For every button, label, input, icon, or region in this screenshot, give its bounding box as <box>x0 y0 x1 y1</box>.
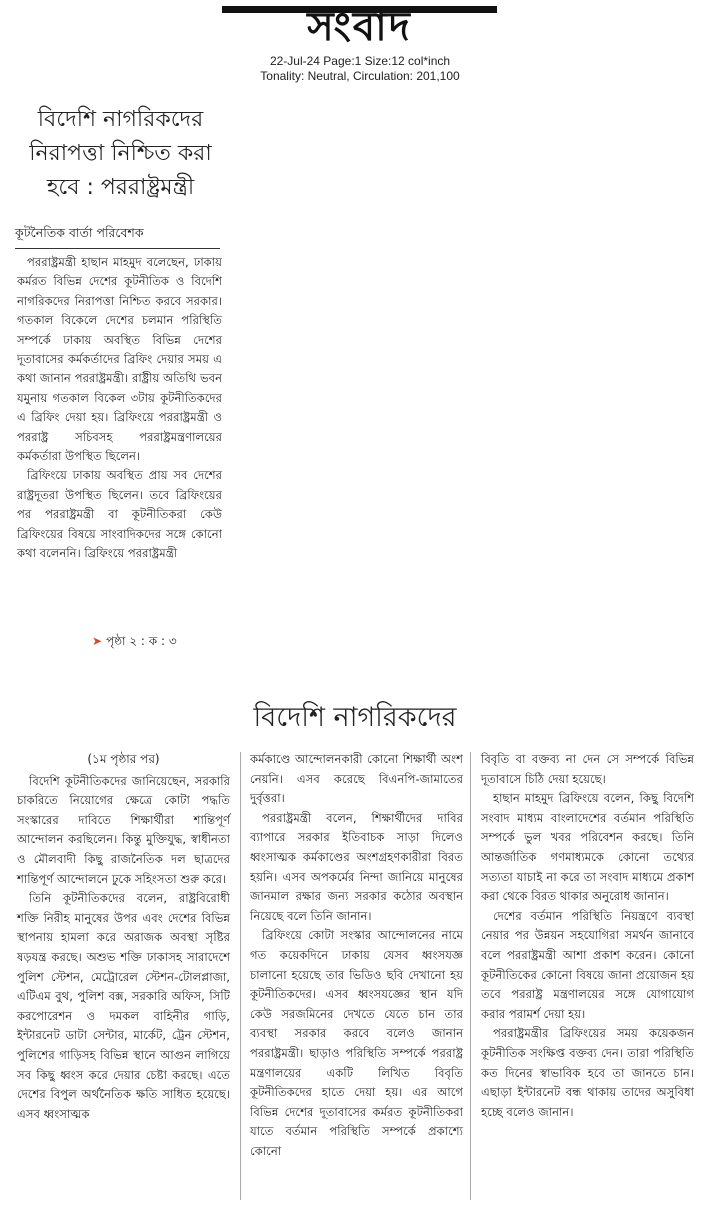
article1-jump-line <box>92 633 252 653</box>
continued-marker: (১ম পৃষ্ঠার পর) <box>87 752 160 766</box>
article2-headline: বিদেশি নাগরিকদের <box>253 702 457 733</box>
article2-column-3 <box>481 750 694 1122</box>
article2-paragraph: হাছান মাহমুদ ব্রিফিংয়ে বলেন, কিছু বিদেশি সংবাদ মাধ্যম বাংলাদেশের বর্তমান পরিস্থিতি সম্পর্কে ভুল খবর পরিবেশন করছে। তিনি আন্তর্জাতিক গণমাধ্যমকে কোনো তথ্যের সত্যতা যাচাই না করে তা সংবাদ মাধ্যমে প্রকাশ করা থেকে বিরত থাকার অনুরোধ জানান। <box>481 791 694 904</box>
column-divider <box>240 752 241 1200</box>
article1-paragraph: ব্রিফিংয়ে ঢাকায় অবস্থিত প্রায় সব দেশের রাষ্ট্রদূতরা উপস্থিত ছিলেন। তবে ব্রিফিংয়ের পর পররাষ্ট্রমন্ত্রী বা কূটনীতিকরা কেউ ব্রিফিংয়ের বিষয়ে সাংবাদিকদের সঙ্গে কোনো কথা বলেননি। ব্রিফিংয়ে পররাষ্ট্রমন্ত্রী <box>17 468 222 561</box>
article2-column-2 <box>250 750 463 1161</box>
jump-page-ref: পৃষ্ঠা ২ : ক : ৩ <box>106 634 177 648</box>
article2-paragraph: বিদেশি কূটনীতিকদের জানিয়েছেন, সরকারি চাকরিতে নিয়োগের ক্ষেত্রে কোটা পদ্ধতি সংস্কারের দাবিতে শিক্ষার্থীরা শান্তিপূর্ণ আন্দোলন করছিলেন। কিন্তু মুক্তিযুদ্ধ, স্বাধীনতা ও মৌলবাদী কিছু রাজনৈতিক দল ছাত্রদের শান্তিপূর্ণ আন্দোলনে ঢুকে সহিংসতা শুরু করে। <box>17 773 230 886</box>
article2-paragraph: পররাষ্ট্রমন্ত্রী বলেন, শিক্ষার্থীদের দাবির ব্যাপারে সরকার ইতিবাচক সাড়া দিলেও ধ্বংসাত্মক কর্মকাণ্ডের অংশগ্রহণকারীরা বিরত হয়নি। এসব অপকর্মের নিন্দা জানিয়ে মানুষের জানমাল রক্ষার জন্য সরকার কঠোর অবস্থান নিয়েছে বলে তিনি জানান। <box>250 810 463 923</box>
article2-paragraph: ব্রিফিংয়ে কোটা সংস্কার আন্দোলনের নামে গত কয়েকদিনে ঢাকায় যেসব ধ্বংসযজ্ঞ চালানো হয়েছে তার ভিডিও ছবি দেখানো হয় কূটনীতিকদের। এসব ধ্বংসযজ্ঞের স্থান যদি কেউ সরজমিনের দেখতে যেতে চান তার ব্যবস্থা সরকার করবে বলেও জানান পররাষ্ট্রমন্ত্রী। ছাড়াও পরিস্থিতি সম্পর্কে পররাষ্ট্র মন্ত্রণালয়ের একটি লিখিত বিবৃতি কূটনীতিকদের হাতে দেয়া হয়। এর আগে বিভিন্ন দেশের দূতাবাসের কর্মরত কূটনীতিকরা যাতে বর্তমান পরিস্থিতি সম্পর্কে প্রকাশ্যে কোনো <box>250 928 463 1158</box>
clipping-meta-page: 22-Jul-24 Page:1 Size:12 col*inch <box>269 54 451 68</box>
article2-column-1 <box>17 750 230 1124</box>
article1-body <box>17 253 222 564</box>
article2-paragraph: পররাষ্ট্রমন্ত্রীর ব্রিফিংয়ের সময় কয়েকজন কূটনীতিক সংক্ষিপ্ত বক্তব্য দেন। তারা পরিস্থিতি কত দিনের স্বাভাবিক হবে তা জানতে চান। এছাড়া ইন্টারনেট বন্ধ থাকায় তাদের অসুবিধা হচ্ছে বলেও জানান। <box>481 1026 694 1119</box>
article2-paragraph: তিনি কূটনীতিকদের বলেন, রাষ্ট্রবিরোধী শক্তি নিরীহ মানুষের উপর এবং দেশের বিভিন্ন স্থাপনায় হামলা করে অরাজক অবস্থা সৃষ্টির ষড়যন্ত্র করছে। অশুভ শক্তি ঢাকাসহ সারাদেশে পুলিশ স্টেশন, মেট্রোরেল স্টেশন-টোলপ্লাজা, এটিএম বুথ, পুলিশ বক্স, সরকারি অফিস, সিটি করপোরেশন ও দমকল বাহিনীর গাড়ি, ইন্টারনেট ডাটা সেন্টার, মার্কেট, ট্রেন স্টেশন, পুলিশের গাড়িসহ বিভিন্ন স্থানে আগুন লাগিয়ে সব কিছু ধ্বংস করে দেয়ার চেষ্টা করছে। এতে দেশের বিপুল অর্থনৈতিক ক্ষতি সাধিত হয়েছে। এসব ধ্বংসাত্মক <box>17 891 230 1121</box>
article1-byline: কূটনৈতিক বার্তা পরিবেশক <box>15 225 220 249</box>
arrow-right-icon: ➤ <box>92 634 103 648</box>
article2-paragraph: কর্মকাণ্ডে আন্দোলনকারী কোনো শিক্ষার্থী অংশ নেয়নি। এসব করেছে বিএনপি-জামাতের দুর্বৃত্তরা। <box>250 752 463 806</box>
newspaper-masthead <box>222 0 497 52</box>
column-divider <box>470 752 471 1200</box>
masthead-title: সংবাদ <box>307 3 412 50</box>
article2-paragraph: বিবৃতি বা বক্তব্য না দেন সে সম্পর্কে বিভিন্ন দূতাবাসে চিঠি দেয়া হয়েছে। <box>481 752 694 786</box>
article2-paragraph: দেশের বর্তমান পরিস্থিতি নিয়ন্ত্রণে ব্যবস্থা নেয়ার পর উন্নয়ন সহযোগিরা সমর্থন জানাবে বলে পররাষ্ট্রমন্ত্রী আশা প্রকাশ করেন। কোনো কূটনীতিকের কোনো বিষয়ে জানা প্রয়োজন হয় তবে পররাষ্ট্র মন্ত্রণালয়ের সঙ্গে যোগাযোগ করার পরামর্শ দেয়া হয়। <box>481 908 694 1021</box>
article1-paragraph: পররাষ্ট্রমন্ত্রী হাছান মাহমুদ বলেছেন, ঢাকায় কর্মরত বিভিন্ন দেশের কূটনীতিক ও বিদেশি নাগরিকদের নিরাপত্তা নিশ্চিত করবে সরকার। গতকাল বিকেলে দেশের চলমান পরিস্থিতি সম্পর্কে ঢাকায় অবস্থিত বিভিন্ন দেশের দূতাবাসের কর্মকর্তাদের ব্রিফিং দেয়ার সময় এ কথা জানান পররাষ্ট্রমন্ত্রী। রাষ্ট্রীয় অতিথি ভবন যমুনায় গতকাল বিকেল ৩টায় কূটনীতিকদের এ ব্রিফিং দেয়া হয়। ব্রিফিংয়ে পররাষ্ট্রমন্ত্রী ও পররাষ্ট্র সচিবসহ পররাষ্ট্রমন্ত্রণালয়ের কর্মকর্তারা উপস্থিত ছিলেন। <box>17 255 222 464</box>
clipping-meta-tonality: Tonality: Neutral, Circulation: 201,100 <box>260 69 460 83</box>
article1-headline: বিদেশি নাগরিকদের নিরাপত্তা নিশ্চিত করা হবে : পররাষ্ট্রমন্ত্রী <box>29 107 212 200</box>
